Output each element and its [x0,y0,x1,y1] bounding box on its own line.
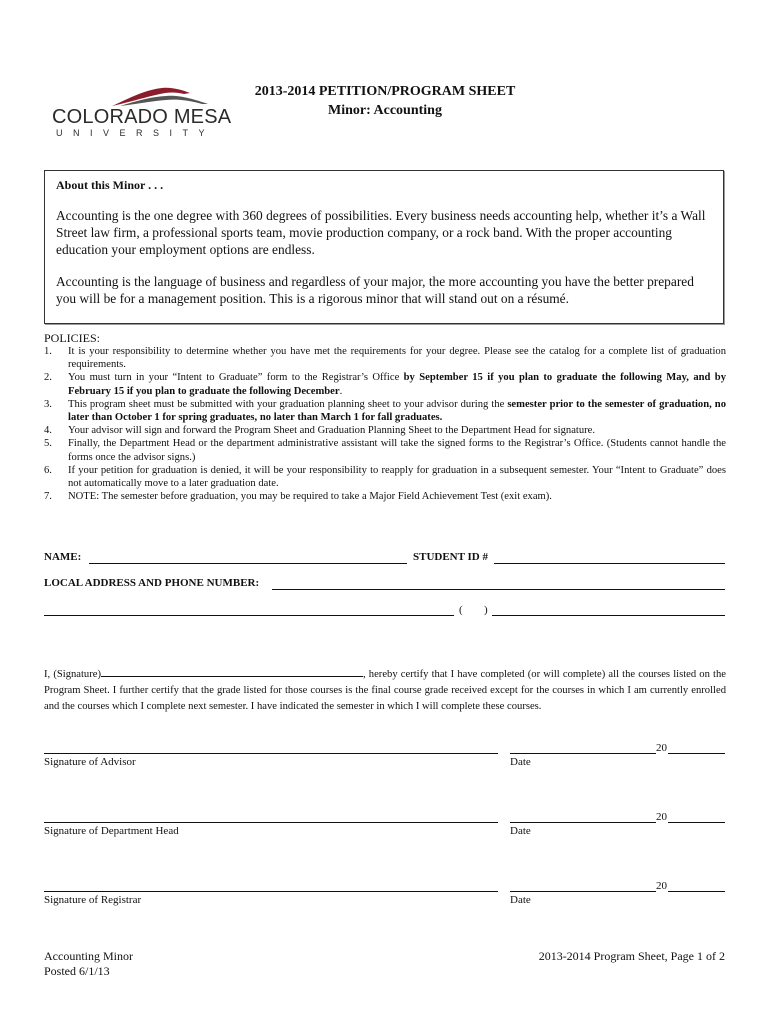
policy-item: 3. This program sheet must be submitted with your graduation planning sheet to your advisor during the semester prior to the semester of graduation, no later than October 1 for spring graduates, no later than March 1 for fall graduates. [44,398,726,424]
footer-page-number: 2013-2014 Program Sheet, Page 1 of 2 [538,949,725,963]
about-box [44,170,724,324]
registrar-year-field[interactable] [668,891,725,892]
university-logo [52,84,232,140]
footer-posted-date: Posted 6/1/13 [44,964,110,978]
policy-item: 1. It is your responsibility to determine whether you have met the requirements for your degree. Please see the catalog for a complete list of graduation requirements. [44,346,726,371]
advisor-signature-field[interactable] [44,753,498,754]
certify-signature-field[interactable] [101,666,363,677]
phone-close-paren: ) [484,604,488,616]
registrar-signature-field[interactable] [44,891,498,892]
registrar-year-prefix: 20 [656,880,667,892]
footer-left [44,949,133,979]
student-id-label: STUDENT ID # [413,551,488,563]
policies-title: POLICIES: [44,331,101,345]
policy-item: 7. NOTE: The semester before graduation, you may be required to take a Major Field Achievement Test (exit exam). [44,491,552,503]
registrar-date-label: Date [510,894,531,906]
address-line-2-field[interactable] [44,615,454,616]
advisor-signature-label: Signature of Advisor [44,756,136,768]
mesa-logo-icon [110,84,220,108]
department-head-signature-label: Signature of Department Head [44,825,179,837]
logo-subtitle: UNIVERSITY [56,128,216,138]
department-head-year-prefix: 20 [656,811,667,823]
footer-program-name: Accounting Minor [44,949,133,963]
policy-item: 4. Your advisor will sign and forward the Program Sheet and Graduation Planning Sheet to the Department Head for signature. [44,425,596,437]
registrar-date-field[interactable] [510,891,656,892]
address-label: LOCAL ADDRESS AND PHONE NUMBER: [44,577,260,589]
registrar-signature-label: Signature of Registrar [44,894,142,906]
department-head-date-field[interactable] [510,822,656,823]
page-title: 2013-2014 PETITION/PROGRAM SHEET [254,84,516,99]
page-subtitle: Minor: Accounting [328,103,442,118]
about-paragraph-2: Accounting is the language of business and regardless of your major, the more accounting you have the better prepared you will be for a management position. This is a rigorous minor that will stand out on a résumé. [56,274,694,306]
advisor-date-label: Date [510,756,531,768]
advisor-date-field[interactable] [510,753,656,754]
certification-text: I, (Signature) , hereby certify that I have completed (or will complete) all the courses listed on the Program Sheet. I further certify that the grade listed for those courses is the final course grade received except for the courses in which I am currently enrolled and the courses which I complete next semester. I have indicated the semester in which I will complete these courses. [44,666,726,715]
about-title: About this Minor . . . [56,178,164,192]
advisor-year-field[interactable] [668,753,725,754]
phone-field[interactable] [492,615,725,616]
department-head-date-label: Date [510,825,531,837]
policy-item: 6. If your petition for graduation is denied, it will be your responsibility to reapply for graduation in a subsequent semester. Your “Intent to Graduate” does not automatically move to a later graduation date. [44,464,726,490]
student-id-field[interactable] [494,563,725,564]
address-field[interactable] [272,589,725,590]
policies-list [44,345,726,503]
policy-item: 2. You must turn in your “Intent to Graduate” form to the Registrar’s Office by September 15 if you plan to graduate the following May, and by February 15 if you plan to graduate the following December. [44,372,726,397]
logo-name: COLORADO MESA [52,106,232,128]
advisor-year-prefix: 20 [656,742,667,754]
phone-open-paren: ( [459,604,463,616]
name-field[interactable] [89,563,407,564]
policy-item: 5. Finally, the Department Head or the department administrative assistant will take the signed forms to the Registrar’s Office. (Students cannot handle the forms once the advisor signs.) [44,438,726,463]
name-label: NAME: [44,551,82,563]
department-head-year-field[interactable] [668,822,725,823]
about-paragraph-1: Accounting is the one degree with 360 degrees of possibilities. Every business needs accounting help, whether it’s a Wall Street law firm, a professional sports team, movie production company, or a rock band. With the proper accounting education your employment options are endless. [56,208,706,257]
department-head-signature-field[interactable] [44,822,498,823]
